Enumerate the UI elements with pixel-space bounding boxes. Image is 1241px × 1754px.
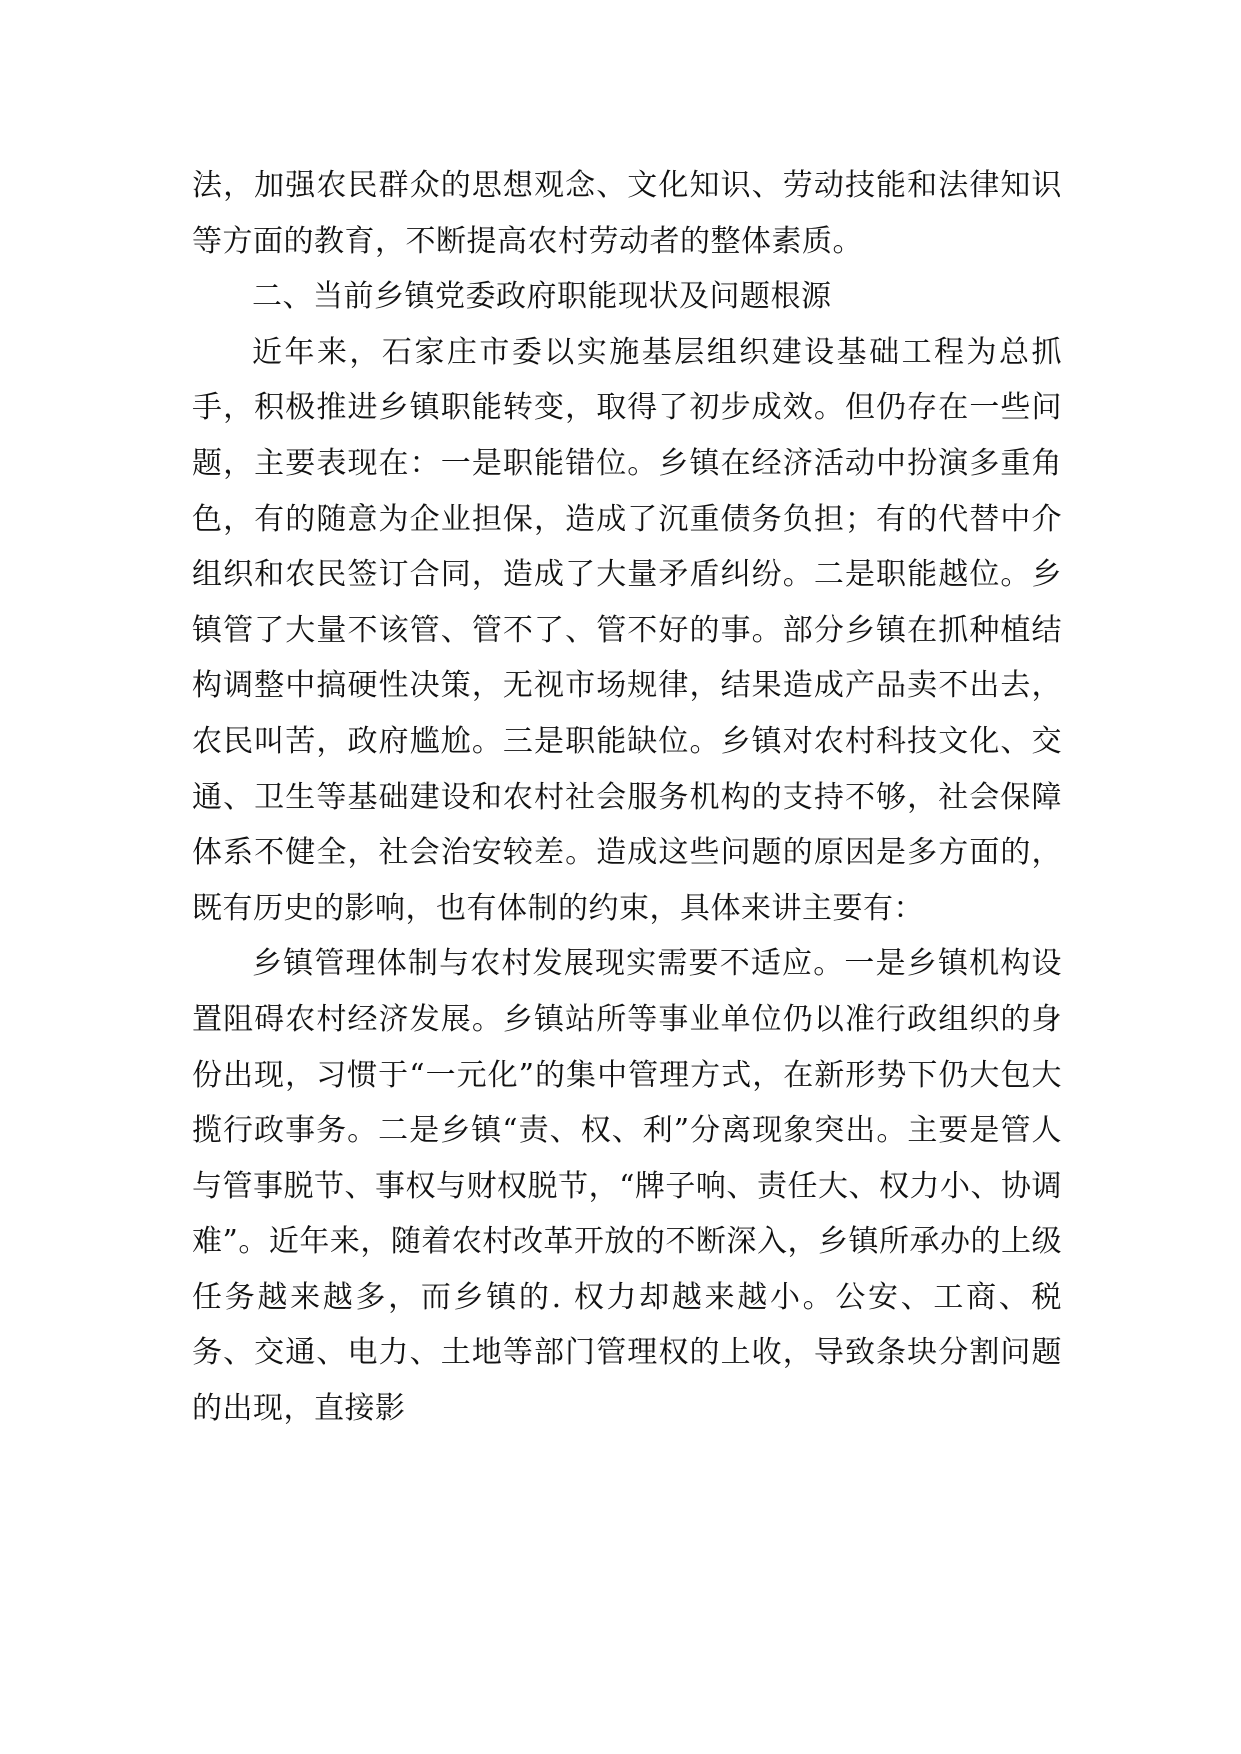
paragraph-problems: 近年来，石家庄市委以实施基层组织建设基础工程为总抓手，积极推进乡镇职能转变，取得了初步成效。但仍存在一些问题，主要表现在：一是职能错位。乡镇在经济活动中扮演多重角色，有的随意为企业担保，造成了沉重债务负担；有的代替中介组织和农民签订合同，造成了大量矛盾纠纷。二是职能越位。乡镇管了大量不该管、管不了、管不好的事。部分乡镇在抓种植结构调整中搞硬性决策，无视市场规律，结果造成产品卖不出去，农民叫苦，政府尴尬。三是职能缺位。乡镇对农村科技文化、交通、卫生等基础建设和农村社会服务机构的支持不够，社会保障体系不健全，社会治安较差。造成这些问题的原因是多方面的，既有历史的影响，也有体制的约束，具体来讲主要有：	[192, 334, 1062, 926]
paragraph-management-system: 乡镇管理体制与农村发展现实需要不适应。一是乡镇机构设置阻碍农村经济发展。乡镇站所等事业单位仍以准行政组织的身份出现，习惯于“一元化”的集中管理方式，在新形势下仍大包大揽行政事务。二是乡镇“责、权、利”分离现象突出。主要是管人与管事脱节、事权与财权脱节，“牌子响、责任大、权力小、协调难”。近年来，随着农村改革开放的不断深入，乡镇所承办的上级任务越来越多，而乡镇的. 权力却越来越小。公安、工商、税务、交通、电力、土地等部门管理权的上收，导致条块分割问题的出现，直接影	[192, 946, 1062, 1427]
paragraph-continuation: 法，加强农民群众的思想观念、文化知识、劳动技能和法律知识等方面的教育，不断提高农村劳动者的整体素质。	[192, 168, 1062, 259]
section-heading: 二、当前乡镇党委政府职能现状及问题根源	[252, 279, 832, 315]
document-body	[192, 158, 1062, 1437]
